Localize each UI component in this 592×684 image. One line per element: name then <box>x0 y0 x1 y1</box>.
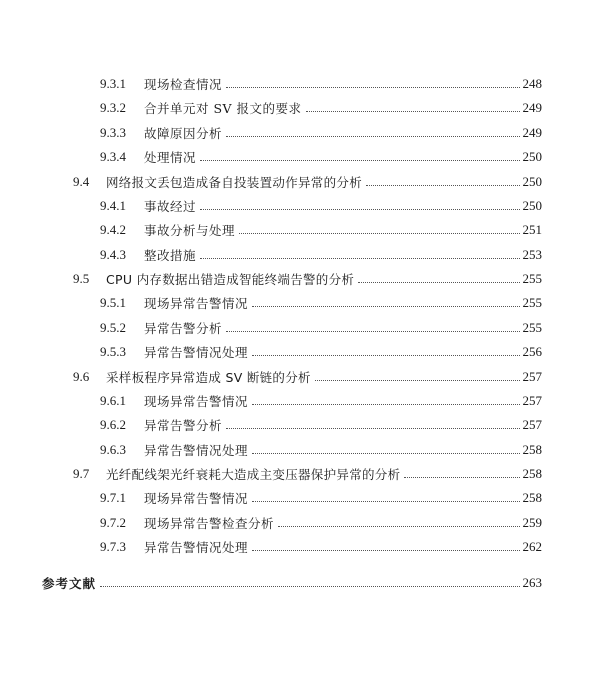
toc-entry-page: 259 <box>522 515 542 530</box>
toc-entry-page: 250 <box>522 174 542 189</box>
toc-entry-number: 9.4.2 <box>100 222 126 237</box>
toc-entry-page: 248 <box>522 76 542 91</box>
toc-entry-title: 异常告警情况处理 <box>144 540 249 555</box>
toc-entry-title: 异常告警情况处理 <box>144 443 249 458</box>
toc-entry-number: 9.5 <box>73 271 90 286</box>
dot-leader <box>226 136 519 137</box>
toc-entry-title: 网络报文丢包造成备自投装置动作异常的分析 <box>106 175 363 190</box>
toc-entry-number: 9.4.3 <box>100 247 126 262</box>
dot-leader <box>404 477 519 478</box>
dot-leader <box>239 233 519 234</box>
dot-leader <box>278 526 519 527</box>
toc-entry-page: 255 <box>522 271 542 286</box>
toc-entry-number: 9.4.1 <box>100 198 126 213</box>
toc-entry-title: 现场异常告警情况 <box>144 296 249 311</box>
toc-entry-title: 现场异常告警情况 <box>144 394 249 409</box>
toc-entry-number: 9.6.2 <box>100 417 126 432</box>
toc-references[interactable] <box>42 573 542 593</box>
toc-entry[interactable] <box>100 391 542 411</box>
toc-entry-page: 257 <box>522 393 542 408</box>
toc-entry-title: 事故经过 <box>144 199 197 214</box>
toc-entry[interactable] <box>100 98 542 118</box>
toc-entry-page: 255 <box>522 320 542 335</box>
toc-entry[interactable] <box>100 123 542 143</box>
toc-entry-page: 255 <box>522 295 542 310</box>
toc-entry-number: 9.4 <box>73 174 90 189</box>
toc-entry-number: 9.6 <box>73 369 90 384</box>
toc-entry-title: 现场检查情况 <box>144 77 223 92</box>
toc-section[interactable] <box>73 367 542 387</box>
toc-entry-page: 258 <box>522 442 542 457</box>
toc-entry-number: 9.6.1 <box>100 393 126 408</box>
toc-entry-title: CPU 内存数据出错造成智能终端告警的分析 <box>106 272 355 287</box>
toc-entry-page: 250 <box>522 149 542 164</box>
toc-entry[interactable] <box>100 440 542 460</box>
dot-leader <box>252 501 519 502</box>
dot-leader <box>315 380 520 381</box>
toc-entry-page: 258 <box>522 490 542 505</box>
dot-leader <box>226 428 519 429</box>
toc-entry-number: 9.5.3 <box>100 344 126 359</box>
toc-entry[interactable] <box>100 488 542 508</box>
toc-entry[interactable] <box>100 74 542 94</box>
dot-leader <box>252 404 519 405</box>
toc-entry-number: 9.7.1 <box>100 490 126 505</box>
dot-leader <box>226 331 519 332</box>
toc-entry-number: 9.3.1 <box>100 76 126 91</box>
dot-leader <box>200 160 519 161</box>
toc-entry[interactable] <box>100 293 542 313</box>
toc-entry-title: 合并单元对 SV 报文的要求 <box>144 101 302 116</box>
toc-entry-title: 故障原因分析 <box>144 126 223 141</box>
toc-entry[interactable] <box>100 513 542 533</box>
toc-entry-page: 262 <box>522 539 542 554</box>
toc-entry-title: 现场异常告警检查分析 <box>144 516 275 531</box>
toc-entry[interactable] <box>100 196 542 216</box>
toc-entry-page: 250 <box>522 198 542 213</box>
toc-entry-page: 257 <box>522 369 542 384</box>
toc-entry-number: 9.3.3 <box>100 125 126 140</box>
references-page: 263 <box>522 575 542 590</box>
toc-entry-number: 9.3.2 <box>100 100 126 115</box>
toc-section[interactable] <box>73 464 542 484</box>
dot-leader <box>358 282 519 283</box>
toc-entry-title: 整改措施 <box>144 248 197 263</box>
toc-entry-page: 258 <box>522 466 542 481</box>
toc-section[interactable] <box>73 269 542 289</box>
toc-entry[interactable] <box>100 220 542 240</box>
toc-entry[interactable] <box>100 342 542 362</box>
toc-entry-number: 9.5.1 <box>100 295 126 310</box>
dot-leader <box>306 111 520 112</box>
dot-leader <box>252 306 519 307</box>
toc-entry-title: 事故分析与处理 <box>144 223 236 238</box>
dot-leader <box>226 87 519 88</box>
toc-entry-page: 257 <box>522 417 542 432</box>
dot-leader <box>252 550 519 551</box>
references-title: 参考文献 <box>42 576 97 591</box>
dot-leader <box>366 185 519 186</box>
toc-entry[interactable] <box>100 415 542 435</box>
toc-entry-number: 9.7.3 <box>100 539 126 554</box>
dot-leader <box>100 586 519 587</box>
dot-leader <box>252 453 519 454</box>
toc-entry-title: 异常告警分析 <box>144 418 223 433</box>
toc-entry-number: 9.3.4 <box>100 149 126 164</box>
toc-entry-number: 9.5.2 <box>100 320 126 335</box>
toc-entry-number: 9.7.2 <box>100 515 126 530</box>
toc-entry-page: 253 <box>522 247 542 262</box>
toc-entry[interactable] <box>100 147 542 167</box>
toc-entry-page: 256 <box>522 344 542 359</box>
toc-entry[interactable] <box>100 537 542 557</box>
toc-entry-title: 现场异常告警情况 <box>144 491 249 506</box>
dot-leader <box>200 209 519 210</box>
toc-entry-title: 异常告警分析 <box>144 321 223 336</box>
toc-section[interactable] <box>73 172 542 192</box>
toc-entry-page: 251 <box>522 222 542 237</box>
dot-leader <box>200 258 519 259</box>
toc-entry-page: 249 <box>522 100 542 115</box>
dot-leader <box>252 355 519 356</box>
toc-entry-title: 采样板程序异常造成 SV 断链的分析 <box>106 370 311 385</box>
toc-entry[interactable] <box>100 318 542 338</box>
toc-entry-title: 处理情况 <box>144 150 197 165</box>
toc-entry-title: 异常告警情况处理 <box>144 345 249 360</box>
toc-entry[interactable] <box>100 245 542 265</box>
toc-entry-number: 9.7 <box>73 466 90 481</box>
toc-entry-page: 249 <box>522 125 542 140</box>
toc-entry-title: 光纤配线架光纤衰耗大造成主变压器保护异常的分析 <box>106 467 401 482</box>
toc-entry-number: 9.6.3 <box>100 442 126 457</box>
